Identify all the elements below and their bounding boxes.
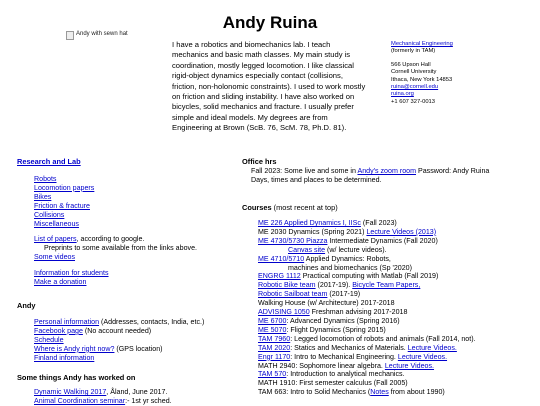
worked-heading: Some things Andy has worked on	[17, 373, 136, 382]
course-text: (Fall 2023)	[360, 219, 397, 227]
dynamic-walking-link[interactable]: Dynamic Walking 2017	[34, 388, 107, 396]
course-text: (w/ lecture videos).	[325, 245, 387, 254]
course-extra-link[interactable]: Notes	[370, 388, 389, 397]
course-link[interactable]: ENGRG 1112	[258, 272, 301, 281]
research-link-collisions[interactable]: Collisions	[34, 210, 65, 219]
courses-list	[258, 219, 528, 397]
course-row	[258, 388, 528, 397]
course-link[interactable]: ME 4730/5730 Piazza	[258, 236, 328, 245]
course-text: TAM 663: Intro to Solid Mechanics (	[258, 388, 371, 397]
course-row	[258, 344, 528, 353]
course-text: : Advanced Dynamics (Spring 2016)	[286, 316, 400, 325]
course-link[interactable]: Robotic Sailboat team	[258, 290, 328, 299]
papers-suffix: , according to google.	[76, 235, 145, 244]
course-row	[258, 228, 528, 237]
course-text: MATH 1910: First semester calculus (Fall 2005)	[258, 379, 408, 388]
course-row	[258, 317, 528, 326]
course-link[interactable]: ME 226 Applied Dynamics I, IISc	[258, 219, 361, 227]
course-row	[258, 326, 528, 335]
course-tail: from about 1990)	[388, 388, 445, 397]
email-link[interactable]: ruina@cornell.edu	[391, 84, 439, 91]
research-link-misc[interactable]: Miscellaneous	[34, 219, 79, 228]
course-text: : Intro to Mechanical Engineering.	[290, 352, 398, 361]
course-extra-link[interactable]: Bicycle Team Papers,	[352, 281, 421, 290]
animal-coordination-link[interactable]: Animal Coordination seminar	[34, 396, 126, 405]
personal-info-suffix: (Addresses, contacts, India, etc.)	[99, 318, 205, 326]
courses-subtitle: (most recent at top)	[271, 203, 338, 212]
courses-heading	[242, 203, 338, 212]
office-text-line2: Days, times and places to be determined.	[251, 176, 382, 185]
office-hours-text	[251, 167, 521, 186]
research-links	[34, 175, 234, 287]
office-text-pre: Fall 2023: Some live and some in	[251, 167, 358, 175]
course-text: : Introduction to analytical mechanics.	[286, 370, 405, 379]
contact-block	[391, 41, 501, 106]
address-line: Cornell University	[391, 69, 437, 76]
course-row	[258, 281, 528, 290]
course-text: Practical computing with Matlab (Fall 2019)	[300, 272, 439, 281]
research-link-bikes[interactable]: Bikes	[34, 192, 52, 201]
course-link[interactable]: Engr 1170	[258, 352, 291, 361]
course-row	[258, 370, 528, 379]
preprints-text: Preprints to some available from the links above.	[44, 244, 197, 253]
course-link[interactable]: ADVISING 1050	[258, 308, 310, 317]
course-text: (2017-19).	[315, 281, 353, 290]
schedule-link[interactable]: Schedule	[34, 335, 64, 344]
broken-image-icon	[66, 31, 74, 40]
course-text: : Statics and Mechanics of Materials.	[290, 343, 408, 352]
course-text: ME 2030 Dynamics (Spring 2021)	[258, 227, 367, 236]
course-row	[258, 219, 528, 228]
course-row	[258, 308, 528, 317]
course-row	[258, 362, 528, 371]
course-link[interactable]: ME 6700	[258, 316, 287, 325]
worked-links	[34, 388, 244, 406]
course-text: : Legged locomotion of robots and animals (Fall 2014, not).	[290, 334, 476, 343]
donation-link[interactable]: Make a donation	[34, 278, 87, 287]
address-line: 566 Upson Hall	[391, 61, 431, 68]
photo-alt-text: Andy with sewn hat	[76, 31, 128, 37]
course-row	[258, 272, 528, 281]
course-text: Applied Dynamics: Robots,	[304, 254, 391, 263]
andy-links	[34, 318, 244, 363]
course-text: machines and biomechanics (Sp '2020)	[288, 263, 412, 272]
animal-coordination-suffix: :- 1st yr sched.	[125, 396, 172, 405]
course-link[interactable]: Canvas site	[288, 245, 326, 254]
courses-title: Courses	[242, 203, 272, 212]
facebook-link[interactable]: Facebook page	[34, 326, 83, 335]
research-link-robots[interactable]: Robots	[34, 175, 57, 183]
andy-photo	[66, 31, 158, 131]
videos-link[interactable]: Some videos	[34, 253, 76, 262]
course-text: Freshman advising 2017-2018	[309, 308, 408, 317]
course-extra-link[interactable]: Lecture Videos.	[384, 361, 435, 370]
course-row	[258, 290, 528, 299]
course-text: Intermediate Dynamics (Fall 2020)	[327, 236, 438, 245]
course-row	[258, 353, 528, 362]
personal-info-link[interactable]: Personal information	[34, 318, 100, 326]
course-row	[258, 246, 528, 255]
course-row	[258, 379, 528, 388]
office-hours-heading: Office hrs	[242, 157, 277, 166]
website-link[interactable]: ruina.org	[391, 91, 414, 98]
course-link[interactable]: ME 4710/5710	[258, 254, 305, 263]
andy-heading: Andy	[17, 301, 36, 310]
course-text: Walking House (w/ Architecture) 2017-2018	[258, 299, 395, 308]
where-is-andy-link[interactable]: Where is Andy right now?	[34, 344, 115, 353]
papers-link[interactable]: List of papers	[34, 235, 77, 244]
course-extra-link[interactable]: Lecture Videos.	[397, 352, 448, 361]
course-link[interactable]: ME 5070	[258, 325, 287, 334]
formerly-text: (formerly in TAM)	[391, 48, 436, 55]
where-suffix: (GPS location)	[114, 344, 163, 353]
course-text: MATH 2940: Sophomore linear algebra.	[258, 361, 385, 370]
course-link[interactable]: TAM 2020	[258, 343, 291, 352]
course-row	[258, 255, 528, 264]
research-link-locomotion[interactable]: Locomotion papers	[34, 183, 95, 192]
course-link[interactable]: Robotic Bike team	[258, 281, 316, 290]
office-text-post: Password: Andy Ruina	[416, 167, 490, 175]
course-link[interactable]: TAM 7960	[258, 334, 291, 343]
facebook-suffix: (No account needed)	[82, 326, 152, 335]
course-row	[258, 237, 528, 246]
course-extra-link[interactable]: Lecture Videos.	[407, 343, 457, 352]
course-row	[258, 264, 528, 273]
students-link[interactable]: Information for students	[34, 269, 109, 278]
research-link-friction[interactable]: Friction & fracture	[34, 201, 90, 210]
course-extra-link[interactable]: Lecture Videos (2013)	[366, 227, 437, 236]
phone-text: +1 607 327-0013	[391, 98, 436, 105]
page-title: Andy Ruina	[222, 13, 318, 32]
dynamic-walking-suffix: , Åland, June 2017.	[106, 388, 168, 396]
course-row	[258, 335, 528, 344]
course-text: : Flight Dynamics (Spring 2015)	[286, 325, 386, 334]
course-row	[258, 299, 528, 308]
course-link[interactable]: TAM 570	[258, 370, 287, 379]
dept-link[interactable]: Mechanical Engineering	[391, 41, 453, 47]
research-lab-link[interactable]: Research and Lab	[17, 157, 81, 166]
zoom-room-link[interactable]: Andy's zoom room	[357, 167, 416, 175]
bio-paragraph: I have a robotics and biomechanics lab. I teach mechanics and basic math classes. My main study is coordination, mostly legged locomotion. I like classical rigid-object dynamics especially contact (collisions, friction, non-holonomic constraints). I used to work mostly on friction and sliding instability. I have also worked on bicycles, solid mechanics and fracture. I usually prefer simple and ideal models. My degrees are from Engineering at Brown (ScB. 76, ScM. 78, Ph.D. 81).	[172, 40, 366, 133]
course-text: (2017-19)	[327, 290, 361, 299]
address-line: Ithaca, New York 14853	[391, 76, 453, 83]
finland-link[interactable]: Finland information	[34, 353, 95, 362]
